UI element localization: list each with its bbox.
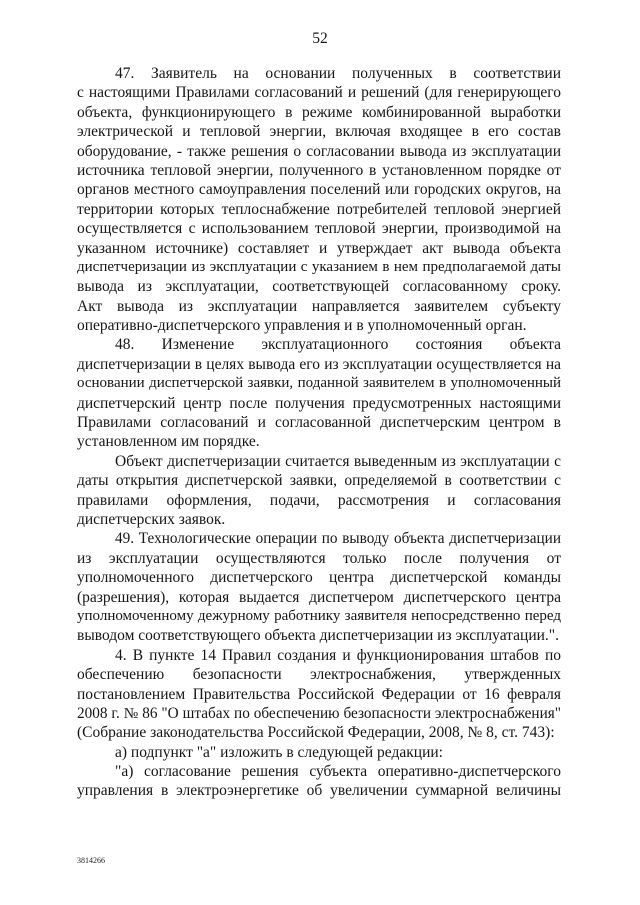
paragraph bbox=[77, 646, 561, 743]
text-line: постановлением Правительства Российской Федерации от 16 февраля bbox=[77, 685, 561, 703]
text-line: с настоящими Правилами согласований и решений (для генерирующего bbox=[77, 84, 561, 102]
text-line: основании диспетчерской заявки, поданной заявителем в уполномоченный bbox=[77, 375, 561, 392]
paragraph bbox=[77, 335, 561, 451]
paragraph bbox=[77, 64, 561, 335]
text-line: указанном источнике) составляет и утверждает акт вывода объекта bbox=[77, 239, 561, 257]
text-line: Правилами согласований и согласованной диспетчерским центром в bbox=[77, 414, 561, 432]
text-line: диспетчерский центр после получения предусмотренных настоящими bbox=[77, 394, 561, 412]
page-number: 52 bbox=[312, 30, 328, 47]
paragraph bbox=[77, 743, 561, 762]
text-line: (Собрание законодательства Российской Федерации, 2008, № 8, ст. 743): bbox=[77, 724, 555, 742]
text-line: 2008 г. № 86 "О штабах по обеспечению безопасности электроснабжения" bbox=[77, 704, 561, 722]
text-line: диспетчеризации в целях вывода его из эксплуатации осуществляется на bbox=[77, 355, 561, 373]
text-line: 47. Заявитель на основании полученных в соответствии bbox=[115, 65, 561, 82]
text-line: уполномоченного диспетчерского центра диспетчерской команды bbox=[77, 569, 561, 587]
text-line: уполномоченному дежурному работнику заявителя непосредственно перед bbox=[77, 607, 561, 624]
text-line: правилами оформления, подачи, рассмотрения и согласования bbox=[77, 491, 561, 509]
text-line: управления в электроэнергетике об увеличении суммарной величины bbox=[77, 782, 561, 800]
text-line: "а) согласование решения субъекта оперативно-диспетчерского bbox=[115, 763, 561, 781]
paragraph bbox=[77, 529, 561, 645]
text-line: электрической и тепловой энергии, включая входящее в его состав bbox=[77, 123, 561, 141]
text-line: источника тепловой энергии, полученного в установленном порядке от bbox=[77, 161, 561, 179]
document-code: 3814266 bbox=[77, 856, 105, 865]
text-line: вывода из эксплуатации, соответствующей согласованному сроку. bbox=[77, 278, 561, 296]
text-line: Акт вывода из эксплуатации направляется заявителем субъекту bbox=[77, 297, 561, 315]
text-line: 48. Изменение эксплуатационного состояния объекта bbox=[115, 336, 561, 354]
text-line: 49. Технологические операции по выводу объекта диспетчеризации bbox=[115, 530, 561, 548]
text-line: органов местного самоуправления поселений или городских округов, на bbox=[77, 181, 561, 199]
text-line: 4. В пункте 14 Правил создания и функционирования штабов по bbox=[115, 646, 561, 664]
text-line: а) подпункт "а" изложить в следующей редакции: bbox=[115, 743, 443, 761]
text-line: диспетчеризации из эксплуатации с указанием в нем предполагаемой даты bbox=[77, 258, 561, 275]
document-body bbox=[77, 64, 561, 801]
text-line: установленном им порядке. bbox=[77, 433, 260, 451]
text-line: диспетчерских заявок. bbox=[77, 510, 226, 528]
paragraph bbox=[77, 452, 561, 530]
text-line: Объект диспетчеризации считается выведенным из эксплуатации с bbox=[115, 452, 561, 470]
text-line: обеспечению безопасности электроснабжения, утвержденных bbox=[77, 666, 561, 684]
text-line: оборудование, - также решения о согласовании вывода из эксплуатации bbox=[77, 142, 561, 160]
text-line: даты открытия диспетчерской заявки, определяемой в соответствии с bbox=[77, 472, 561, 490]
text-line: объекта, функционирующего в режиме комбинированной выработки bbox=[77, 103, 561, 121]
text-line: территории которых теплоснабжение потребителей тепловой энергией bbox=[77, 200, 561, 218]
paragraph bbox=[77, 762, 561, 801]
text-line: выводом соответствующего объекта диспетчеризации из эксплуатации.". bbox=[77, 627, 559, 645]
text-line: оперативно-диспетчерского управления и в уполномоченный орган. bbox=[77, 317, 527, 335]
text-line: осуществляется с использованием тепловой энергии, производимой на bbox=[77, 220, 561, 238]
text-line: (разрешения), которая выдается диспетчером диспетчерского центра bbox=[77, 588, 561, 606]
text-line: из эксплуатации осуществляются только после получения от bbox=[77, 549, 561, 567]
